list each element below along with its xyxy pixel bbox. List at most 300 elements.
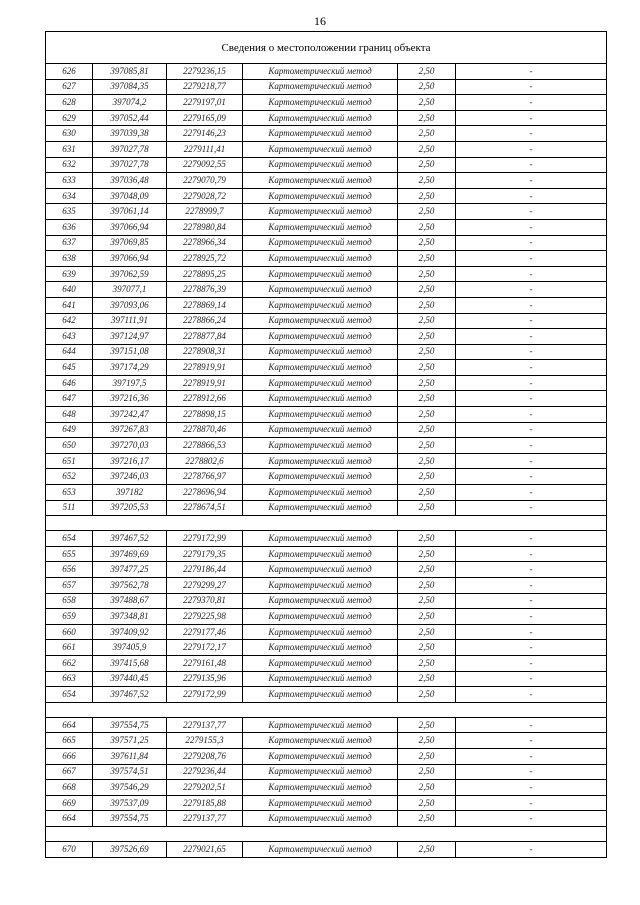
- method-cell: Картометрический метод: [243, 126, 398, 142]
- x-coordinate-cell: 397469,69: [93, 546, 167, 562]
- point-number-cell: 648: [46, 407, 93, 423]
- y-coordinate-cell: 2279165,09: [167, 110, 243, 126]
- accuracy-cell: 2,50: [398, 313, 456, 329]
- point-number-cell: 658: [46, 593, 93, 609]
- point-number-cell: 655: [46, 546, 93, 562]
- x-coordinate-cell: 397537,09: [93, 795, 167, 811]
- point-number-cell: 660: [46, 624, 93, 640]
- point-number-cell: 638: [46, 251, 93, 267]
- accuracy-cell: 2,50: [398, 624, 456, 640]
- point-number-cell: 649: [46, 422, 93, 438]
- method-cell: Картометрический метод: [243, 531, 398, 547]
- x-coordinate-cell: 397415,68: [93, 655, 167, 671]
- x-coordinate-cell: 397348,81: [93, 609, 167, 625]
- y-coordinate-cell: 2279202,51: [167, 780, 243, 796]
- table-row: [46, 313, 607, 329]
- method-cell: Картометрический метод: [243, 624, 398, 640]
- y-coordinate-cell: 2279197,01: [167, 95, 243, 111]
- method-cell: Картометрический метод: [243, 671, 398, 687]
- method-cell: Картометрический метод: [243, 173, 398, 189]
- point-number-cell: 642: [46, 313, 93, 329]
- method-cell: Картометрический метод: [243, 79, 398, 95]
- y-coordinate-cell: 2279225,98: [167, 609, 243, 625]
- accuracy-cell: 2,50: [398, 141, 456, 157]
- accuracy-cell: 2,50: [398, 407, 456, 423]
- method-cell: Картометрический метод: [243, 562, 398, 578]
- accuracy-cell: 2,50: [398, 764, 456, 780]
- description-cell: -: [456, 687, 607, 703]
- method-cell: Картометрический метод: [243, 329, 398, 345]
- point-number-cell: 637: [46, 235, 93, 251]
- x-coordinate-cell: 397077,1: [93, 282, 167, 298]
- table-row: [46, 500, 607, 516]
- accuracy-cell: 2,50: [398, 640, 456, 656]
- x-coordinate-cell: 397124,97: [93, 329, 167, 345]
- y-coordinate-cell: 2279236,44: [167, 764, 243, 780]
- point-number-cell: 657: [46, 578, 93, 594]
- x-coordinate-cell: 397526,69: [93, 841, 167, 857]
- x-coordinate-cell: 397440,45: [93, 671, 167, 687]
- point-number-cell: 670: [46, 841, 93, 857]
- accuracy-cell: 2,50: [398, 780, 456, 796]
- accuracy-cell: 2,50: [398, 360, 456, 376]
- point-number-cell: 644: [46, 344, 93, 360]
- group-separator-row: [46, 516, 607, 531]
- description-cell: -: [456, 95, 607, 111]
- accuracy-cell: 2,50: [398, 173, 456, 189]
- point-number-cell: 634: [46, 188, 93, 204]
- method-cell: Картометрический метод: [243, 438, 398, 454]
- table-row: [46, 95, 607, 111]
- x-coordinate-cell: 397093,06: [93, 297, 167, 313]
- y-coordinate-cell: 2278869,14: [167, 297, 243, 313]
- method-cell: Картометрический метод: [243, 266, 398, 282]
- method-cell: Картометрический метод: [243, 780, 398, 796]
- description-cell: -: [456, 204, 607, 220]
- table-row: [46, 748, 607, 764]
- method-cell: Картометрический метод: [243, 485, 398, 501]
- description-cell: -: [456, 609, 607, 625]
- description-cell: -: [456, 795, 607, 811]
- y-coordinate-cell: 2279179,35: [167, 546, 243, 562]
- description-cell: -: [456, 841, 607, 857]
- group-separator-cell: [46, 516, 607, 531]
- method-cell: Картометрический метод: [243, 717, 398, 733]
- y-coordinate-cell: 2279172,99: [167, 531, 243, 547]
- accuracy-cell: 2,50: [398, 811, 456, 827]
- table-row: [46, 282, 607, 298]
- method-cell: Картометрический метод: [243, 841, 398, 857]
- description-cell: -: [456, 453, 607, 469]
- y-coordinate-cell: 2278866,24: [167, 313, 243, 329]
- x-coordinate-cell: 397174,29: [93, 360, 167, 376]
- table-body: [46, 64, 607, 858]
- y-coordinate-cell: 2278674,51: [167, 500, 243, 516]
- point-number-cell: 664: [46, 811, 93, 827]
- y-coordinate-cell: 2278898,15: [167, 407, 243, 423]
- point-number-cell: 664: [46, 717, 93, 733]
- point-number-cell: 635: [46, 204, 93, 220]
- y-coordinate-cell: 2279155,3: [167, 733, 243, 749]
- table-row: [46, 640, 607, 656]
- x-coordinate-cell: 397111,91: [93, 313, 167, 329]
- group-separator-cell: [46, 826, 607, 841]
- boundary-coordinates-table: [45, 31, 607, 858]
- y-coordinate-cell: 2278866,53: [167, 438, 243, 454]
- table-row: [46, 764, 607, 780]
- table-row: [46, 204, 607, 220]
- method-cell: Картометрический метод: [243, 204, 398, 220]
- x-coordinate-cell: 397546,29: [93, 780, 167, 796]
- description-cell: -: [456, 640, 607, 656]
- point-number-cell: 646: [46, 375, 93, 391]
- method-cell: Картометрический метод: [243, 282, 398, 298]
- point-number-cell: 641: [46, 297, 93, 313]
- x-coordinate-cell: 397611,84: [93, 748, 167, 764]
- y-coordinate-cell: 2279177,46: [167, 624, 243, 640]
- description-cell: -: [456, 360, 607, 376]
- point-number-cell: 626: [46, 64, 93, 80]
- point-number-cell: 647: [46, 391, 93, 407]
- table-row: [46, 188, 607, 204]
- x-coordinate-cell: 397467,52: [93, 687, 167, 703]
- x-coordinate-cell: 397061,14: [93, 204, 167, 220]
- accuracy-cell: 2,50: [398, 500, 456, 516]
- accuracy-cell: 2,50: [398, 841, 456, 857]
- y-coordinate-cell: 2278766,97: [167, 469, 243, 485]
- description-cell: -: [456, 79, 607, 95]
- point-number-cell: 656: [46, 562, 93, 578]
- y-coordinate-cell: 2278696,94: [167, 485, 243, 501]
- description-cell: -: [456, 624, 607, 640]
- description-cell: -: [456, 235, 607, 251]
- table-row: [46, 841, 607, 857]
- method-cell: Картометрический метод: [243, 391, 398, 407]
- method-cell: Картометрический метод: [243, 219, 398, 235]
- method-cell: Картометрический метод: [243, 500, 398, 516]
- method-cell: Картометрический метод: [243, 297, 398, 313]
- point-number-cell: 643: [46, 329, 93, 345]
- y-coordinate-cell: 2279137,77: [167, 717, 243, 733]
- description-cell: -: [456, 329, 607, 345]
- accuracy-cell: 2,50: [398, 375, 456, 391]
- description-cell: -: [456, 282, 607, 298]
- method-cell: Картометрический метод: [243, 546, 398, 562]
- point-number-cell: 663: [46, 671, 93, 687]
- x-coordinate-cell: 397066,94: [93, 251, 167, 267]
- accuracy-cell: 2,50: [398, 422, 456, 438]
- point-number-cell: 652: [46, 469, 93, 485]
- point-number-cell: 651: [46, 453, 93, 469]
- y-coordinate-cell: 2278925,72: [167, 251, 243, 267]
- accuracy-cell: 2,50: [398, 748, 456, 764]
- method-cell: Картометрический метод: [243, 795, 398, 811]
- method-cell: Картометрический метод: [243, 764, 398, 780]
- table-row: [46, 453, 607, 469]
- method-cell: Картометрический метод: [243, 687, 398, 703]
- y-coordinate-cell: 2279137,77: [167, 811, 243, 827]
- description-cell: -: [456, 344, 607, 360]
- y-coordinate-cell: 2278980,84: [167, 219, 243, 235]
- accuracy-cell: 2,50: [398, 733, 456, 749]
- point-number-cell: 653: [46, 485, 93, 501]
- table-header-row: [46, 32, 607, 64]
- method-cell: Картометрический метод: [243, 110, 398, 126]
- table-row: [46, 609, 607, 625]
- accuracy-cell: 2,50: [398, 717, 456, 733]
- point-number-cell: 659: [46, 609, 93, 625]
- x-coordinate-cell: 397052,44: [93, 110, 167, 126]
- accuracy-cell: 2,50: [398, 593, 456, 609]
- accuracy-cell: 2,50: [398, 531, 456, 547]
- description-cell: -: [456, 422, 607, 438]
- point-number-cell: 629: [46, 110, 93, 126]
- table-row: [46, 391, 607, 407]
- table-row: [46, 344, 607, 360]
- accuracy-cell: 2,50: [398, 546, 456, 562]
- y-coordinate-cell: 2278876,39: [167, 282, 243, 298]
- x-coordinate-cell: 397267,83: [93, 422, 167, 438]
- accuracy-cell: 2,50: [398, 344, 456, 360]
- table-row: [46, 141, 607, 157]
- accuracy-cell: 2,50: [398, 485, 456, 501]
- description-cell: -: [456, 780, 607, 796]
- y-coordinate-cell: 2279185,88: [167, 795, 243, 811]
- method-cell: Картометрический метод: [243, 188, 398, 204]
- x-coordinate-cell: 397036,48: [93, 173, 167, 189]
- y-coordinate-cell: 2278919,91: [167, 360, 243, 376]
- point-number-cell: 645: [46, 360, 93, 376]
- method-cell: Картометрический метод: [243, 578, 398, 594]
- description-cell: -: [456, 157, 607, 173]
- x-coordinate-cell: 397488,67: [93, 593, 167, 609]
- y-coordinate-cell: 2279186,44: [167, 562, 243, 578]
- method-cell: Картометрический метод: [243, 407, 398, 423]
- description-cell: -: [456, 811, 607, 827]
- point-number-cell: 662: [46, 655, 93, 671]
- y-coordinate-cell: 2278877,84: [167, 329, 243, 345]
- accuracy-cell: 2,50: [398, 282, 456, 298]
- x-coordinate-cell: 397554,75: [93, 811, 167, 827]
- y-coordinate-cell: 2278912,66: [167, 391, 243, 407]
- x-coordinate-cell: 397039,38: [93, 126, 167, 142]
- boundary-table-container: [45, 31, 606, 858]
- point-number-cell: 666: [46, 748, 93, 764]
- accuracy-cell: 2,50: [398, 188, 456, 204]
- x-coordinate-cell: 397069,85: [93, 235, 167, 251]
- description-cell: -: [456, 391, 607, 407]
- x-coordinate-cell: 397205,53: [93, 500, 167, 516]
- method-cell: Картометрический метод: [243, 95, 398, 111]
- table-row: [46, 79, 607, 95]
- table-row: [46, 562, 607, 578]
- point-number-cell: 668: [46, 780, 93, 796]
- table-title: Сведения о местоположении границ объекта: [46, 32, 607, 64]
- method-cell: Картометрический метод: [243, 141, 398, 157]
- point-number-cell: 639: [46, 266, 93, 282]
- table-row: [46, 297, 607, 313]
- table-row: [46, 266, 607, 282]
- method-cell: Картометрический метод: [243, 251, 398, 267]
- point-number-cell: 511: [46, 500, 93, 516]
- group-separator-cell: [46, 702, 607, 717]
- description-cell: -: [456, 717, 607, 733]
- description-cell: -: [456, 655, 607, 671]
- accuracy-cell: 2,50: [398, 329, 456, 345]
- description-cell: -: [456, 593, 607, 609]
- y-coordinate-cell: 2279111,41: [167, 141, 243, 157]
- y-coordinate-cell: 2279146,23: [167, 126, 243, 142]
- y-coordinate-cell: 2279172,99: [167, 687, 243, 703]
- y-coordinate-cell: 2279161,48: [167, 655, 243, 671]
- description-cell: -: [456, 407, 607, 423]
- accuracy-cell: 2,50: [398, 671, 456, 687]
- x-coordinate-cell: 397571,25: [93, 733, 167, 749]
- point-number-cell: 654: [46, 531, 93, 547]
- method-cell: Картометрический метод: [243, 811, 398, 827]
- x-coordinate-cell: 397270,03: [93, 438, 167, 454]
- accuracy-cell: 2,50: [398, 562, 456, 578]
- table-row: [46, 733, 607, 749]
- description-cell: -: [456, 562, 607, 578]
- method-cell: Картометрический метод: [243, 640, 398, 656]
- x-coordinate-cell: 397027,78: [93, 157, 167, 173]
- description-cell: -: [456, 500, 607, 516]
- x-coordinate-cell: 397477,25: [93, 562, 167, 578]
- description-cell: -: [456, 297, 607, 313]
- x-coordinate-cell: 397562,78: [93, 578, 167, 594]
- group-separator-row: [46, 702, 607, 717]
- x-coordinate-cell: 397216,17: [93, 453, 167, 469]
- table-row: [46, 469, 607, 485]
- page-number: 16: [314, 14, 326, 28]
- description-cell: -: [456, 748, 607, 764]
- table-row: [46, 110, 607, 126]
- description-cell: -: [456, 546, 607, 562]
- y-coordinate-cell: 2279218,77: [167, 79, 243, 95]
- method-cell: Картометрический метод: [243, 453, 398, 469]
- y-coordinate-cell: 2278919,91: [167, 375, 243, 391]
- y-coordinate-cell: 2279299,27: [167, 578, 243, 594]
- accuracy-cell: 2,50: [398, 79, 456, 95]
- method-cell: Картометрический метод: [243, 235, 398, 251]
- accuracy-cell: 2,50: [398, 578, 456, 594]
- y-coordinate-cell: 2279092,55: [167, 157, 243, 173]
- point-number-cell: 669: [46, 795, 93, 811]
- table-row: [46, 235, 607, 251]
- x-coordinate-cell: 397216,36: [93, 391, 167, 407]
- method-cell: Картометрический метод: [243, 157, 398, 173]
- description-cell: -: [456, 578, 607, 594]
- point-number-cell: 631: [46, 141, 93, 157]
- method-cell: Картометрический метод: [243, 655, 398, 671]
- x-coordinate-cell: 397027,78: [93, 141, 167, 157]
- description-cell: -: [456, 110, 607, 126]
- accuracy-cell: 2,50: [398, 251, 456, 267]
- x-coordinate-cell: 397574,51: [93, 764, 167, 780]
- x-coordinate-cell: 397409,92: [93, 624, 167, 640]
- table-row: [46, 375, 607, 391]
- table-row: [46, 655, 607, 671]
- description-cell: -: [456, 266, 607, 282]
- table-row: [46, 438, 607, 454]
- description-cell: -: [456, 485, 607, 501]
- description-cell: -: [456, 438, 607, 454]
- method-cell: Картометрический метод: [243, 733, 398, 749]
- table-row: [46, 546, 607, 562]
- x-coordinate-cell: 397151,08: [93, 344, 167, 360]
- point-number-cell: 633: [46, 173, 93, 189]
- method-cell: Картометрический метод: [243, 748, 398, 764]
- description-cell: -: [456, 733, 607, 749]
- accuracy-cell: 2,50: [398, 204, 456, 220]
- accuracy-cell: 2,50: [398, 655, 456, 671]
- x-coordinate-cell: 397066,94: [93, 219, 167, 235]
- y-coordinate-cell: 2279236,15: [167, 64, 243, 80]
- point-number-cell: 665: [46, 733, 93, 749]
- accuracy-cell: 2,50: [398, 64, 456, 80]
- point-number-cell: 632: [46, 157, 93, 173]
- y-coordinate-cell: 2279028,72: [167, 188, 243, 204]
- x-coordinate-cell: 397246,03: [93, 469, 167, 485]
- y-coordinate-cell: 2279370,81: [167, 593, 243, 609]
- description-cell: -: [456, 375, 607, 391]
- accuracy-cell: 2,50: [398, 110, 456, 126]
- accuracy-cell: 2,50: [398, 219, 456, 235]
- x-coordinate-cell: 397405,9: [93, 640, 167, 656]
- point-number-cell: 667: [46, 764, 93, 780]
- point-number-cell: 654: [46, 687, 93, 703]
- point-number-cell: 650: [46, 438, 93, 454]
- accuracy-cell: 2,50: [398, 266, 456, 282]
- x-coordinate-cell: 397554,75: [93, 717, 167, 733]
- description-cell: -: [456, 141, 607, 157]
- table-row: [46, 126, 607, 142]
- method-cell: Картометрический метод: [243, 64, 398, 80]
- point-number-cell: 627: [46, 79, 93, 95]
- x-coordinate-cell: 397085,81: [93, 64, 167, 80]
- table-row: [46, 671, 607, 687]
- table-row: [46, 329, 607, 345]
- accuracy-cell: 2,50: [398, 609, 456, 625]
- y-coordinate-cell: 2278870,46: [167, 422, 243, 438]
- accuracy-cell: 2,50: [398, 297, 456, 313]
- point-number-cell: 636: [46, 219, 93, 235]
- description-cell: -: [456, 173, 607, 189]
- description-cell: -: [456, 64, 607, 80]
- description-cell: -: [456, 251, 607, 267]
- table-row: [46, 624, 607, 640]
- accuracy-cell: 2,50: [398, 438, 456, 454]
- method-cell: Картометрический метод: [243, 609, 398, 625]
- table-row: [46, 360, 607, 376]
- accuracy-cell: 2,50: [398, 126, 456, 142]
- accuracy-cell: 2,50: [398, 687, 456, 703]
- table-row: [46, 219, 607, 235]
- accuracy-cell: 2,50: [398, 157, 456, 173]
- point-number-cell: 661: [46, 640, 93, 656]
- table-row: [46, 717, 607, 733]
- x-coordinate-cell: 397242,47: [93, 407, 167, 423]
- x-coordinate-cell: 397084,35: [93, 79, 167, 95]
- table-row: [46, 485, 607, 501]
- table-row: [46, 157, 607, 173]
- description-cell: -: [456, 313, 607, 329]
- accuracy-cell: 2,50: [398, 391, 456, 407]
- accuracy-cell: 2,50: [398, 95, 456, 111]
- table-row: [46, 422, 607, 438]
- y-coordinate-cell: 2279135,96: [167, 671, 243, 687]
